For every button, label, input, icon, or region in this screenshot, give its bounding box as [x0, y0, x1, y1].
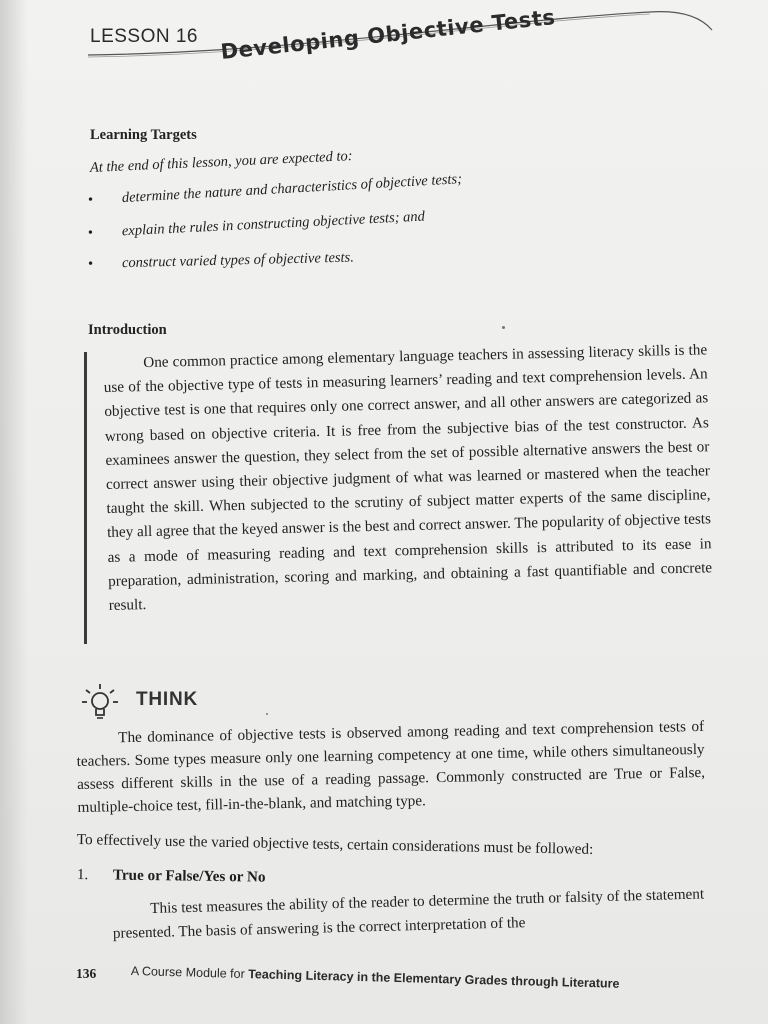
- page-title: Developing Objective Tests: [219, 4, 557, 64]
- think-paragraph: The dominance of objective tests is observed among reading and text comprehension tests of teachers. Some types measure only one learning competency at one time, while others simultaneously assess different skills in the use of a reading passage. Commonly constructed are True or False, multiple-choice test, fill-in-the-blank, and matching type.: [76, 717, 706, 816]
- considerations-text: To effectively use the varied objective tests, certain considerations must be followed:: [76, 831, 594, 858]
- introduction-paragraph: One common practice among elementary language teachers in assessing literacy skills is the use of the objective type of tests in measuring learners’ reading and text comprehension levels. An objective test is one that requires only one correct answer, and all other answers are categorized as wrong based on objective criteria. It is free from the subjective bias of the test constructor. As examinees answer the question, they select from the set of possible alternative answers the best or correct answer using their objective judgment of what was learned or mastered when the teacher taught the skill. When subjected to the scrutiny of subject matter experts of the same discipline, they all agree that the keyed answer is the best and correct answer. The popularity of objective tests as a mode of measuring reading and text comprehension skills is attributed to its ease in preparation, administration, scoring and marking, and obtaining a fast quantifiable and concrete result.: [103, 341, 713, 614]
- learning-target-item: [88, 250, 354, 273]
- item-label: True or False/Yes or No: [112, 866, 266, 886]
- scan-speck: [266, 713, 268, 715]
- learning-targets-heading: Learning Targets: [90, 127, 197, 143]
- true-false-paragraph: This test measures the ability of the reader to determine the truth or falsity of the statement presented. The basis of answering is the correct interpretation of the: [112, 885, 705, 942]
- learning-targets-intro: At the end of this lesson, you are expected to:: [89, 148, 353, 176]
- bullet-icon: •: [87, 224, 94, 241]
- bullet-icon: •: [87, 191, 94, 208]
- page-number: 136: [76, 966, 97, 981]
- learning-target-item: [88, 171, 463, 209]
- item-number: 1.: [76, 866, 89, 884]
- footer-prefix: A Course Module for: [130, 964, 249, 982]
- introduction-rule: [84, 352, 87, 644]
- lightbulb-icon: [80, 680, 126, 722]
- item-true-false-heading: [77, 866, 266, 887]
- lesson-label: LESSON 16: [90, 26, 198, 47]
- bullet-icon: •: [87, 255, 94, 272]
- learning-target-text: construct varied types of objective tests.: [121, 249, 355, 272]
- learning-target-text: determine the nature and characteristics of objective tests;: [121, 171, 463, 207]
- scan-shadow: [0, 0, 28, 1024]
- footer-bold-title: Teaching Literacy in the Elementary Grades through Literature: [248, 967, 620, 991]
- think-label: THINK: [136, 689, 199, 710]
- learning-target-text: explain the rules in constructing objective tests; and: [121, 208, 426, 240]
- scan-speck: [502, 326, 505, 329]
- learning-target-item: [88, 209, 426, 242]
- introduction-heading: Introduction: [88, 322, 167, 338]
- footer-course-title: [131, 964, 620, 991]
